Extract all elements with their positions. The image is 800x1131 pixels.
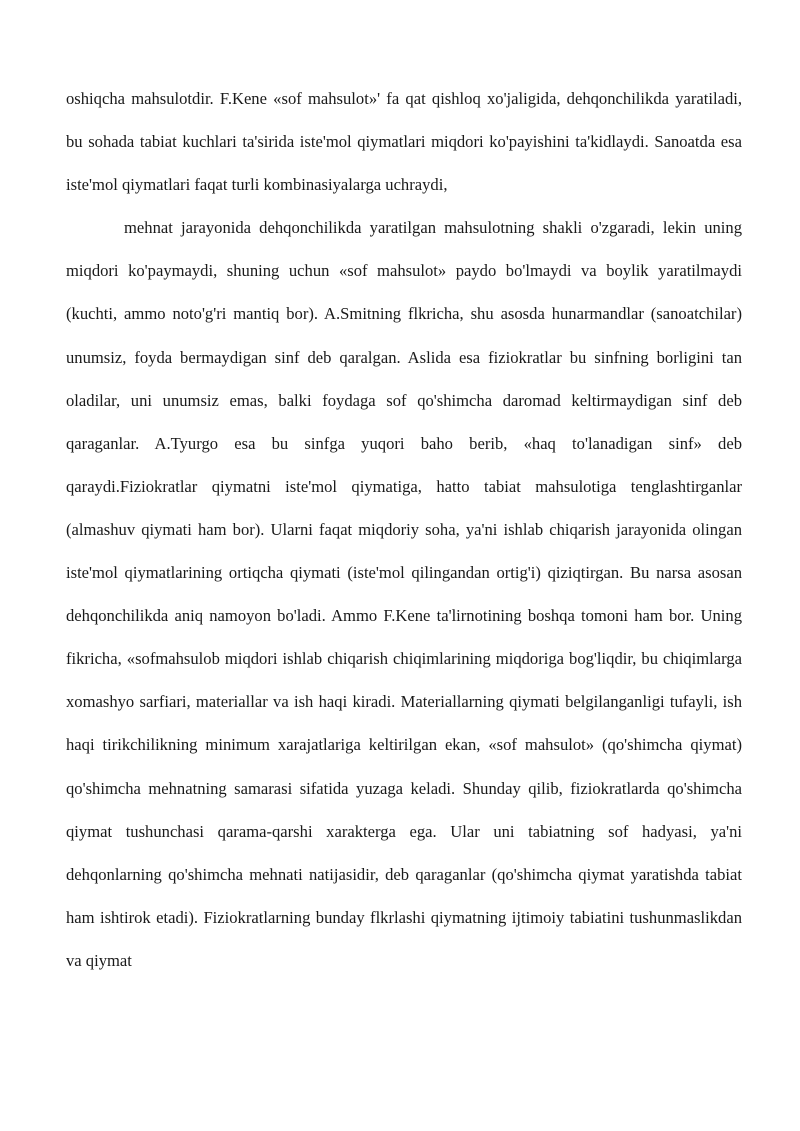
- paragraph-1: oshiqcha mahsulotdir. F.Kene «sof mahsulot»' fa qat qishloq xo'jaligida, dehqonchilikda yaratiladi, bu sohada tabiat kuchlari ta'sirida iste'mol qiymatlari miqdori ko'payishini ta'kidlaydi. Sanoatda esa iste'mol qiymatlari faqat turli kombinasiyalarga uchraydi,: [66, 89, 742, 195]
- document-page: [66, 77, 742, 982]
- paragraph-2: mehnat jarayonida dehqonchilikda yaratilgan mahsulotning shakli o'zgaradi, lekin uning miqdori ko'paymaydi, shuning uchun «sof mahsulot» paydo bo'lmaydi va boylik yaratilmaydi (kuchti, ammo noto'g'ri mantiq bor). A.Smitning flkricha, shu asosda hunarmandlar (sanoatchilar) unumsiz, foyda bermaydigan sinf deb qaralgan. Aslida esa fiziokratlar bu sinfning borligini tan oladilar, uni unumsiz emas, balki foydaga sof qo'shimcha daromad keltirmaydigan sinf deb qaraganlar. A.Tyurgo esa bu sinfga yuqori baho berib, «haq to'lanadigan sinf» deb qaraydi.Fiziokratlar qiymatni iste'mol qiymatiga, hatto tabiat mahsulotiga tenglashtirganlar (almashuv qiymati ham bor). Ularni faqat miqdoriy soha, ya'ni ishlab chiqarish jarayonida olingan iste'mol qiymatlarining ortiqcha qiymati (iste'mol qilingandan ortig'i) qiziqtirgan. Bu narsa asosan dehqonchilikda aniq namoyon bo'ladi. Ammo F.Kene ta'lirnotining boshqa tomoni ham bor. Uning fikricha, «sofmahsulob miqdori ishlab chiqarish chiqimlarining miqdoriga bog'liqdir, bu chiqimlarga xomashyo sarfiari, materiallar va ish haqi kiradi. Materiallarning qiymati belgilanganligi tufayli, ish haqi tirikchilikning minimum xarajatlariga keltirilgan ekan, «sof mahsulot» (qo'shimcha qiymat) qo'shimcha mehnatning samarasi sifatida yuzaga keladi. Shunday qilib, fiziokratlarda qo'shimcha qiymat tushunchasi qarama-qarshi xarakterga ega. Ular uni tabiatning sof hadyasi, ya'ni dehqonlarning qo'shimcha mehnati natijasidir, deb qaraganlar (qo'shimcha qiymat yaratishda tabiat ham ishtirok etadi). Fiziokratlarning bunday flkrlashi qiymatning ijtimoiy tabiatini tushunmaslikdan va qiymat: [66, 218, 742, 970]
